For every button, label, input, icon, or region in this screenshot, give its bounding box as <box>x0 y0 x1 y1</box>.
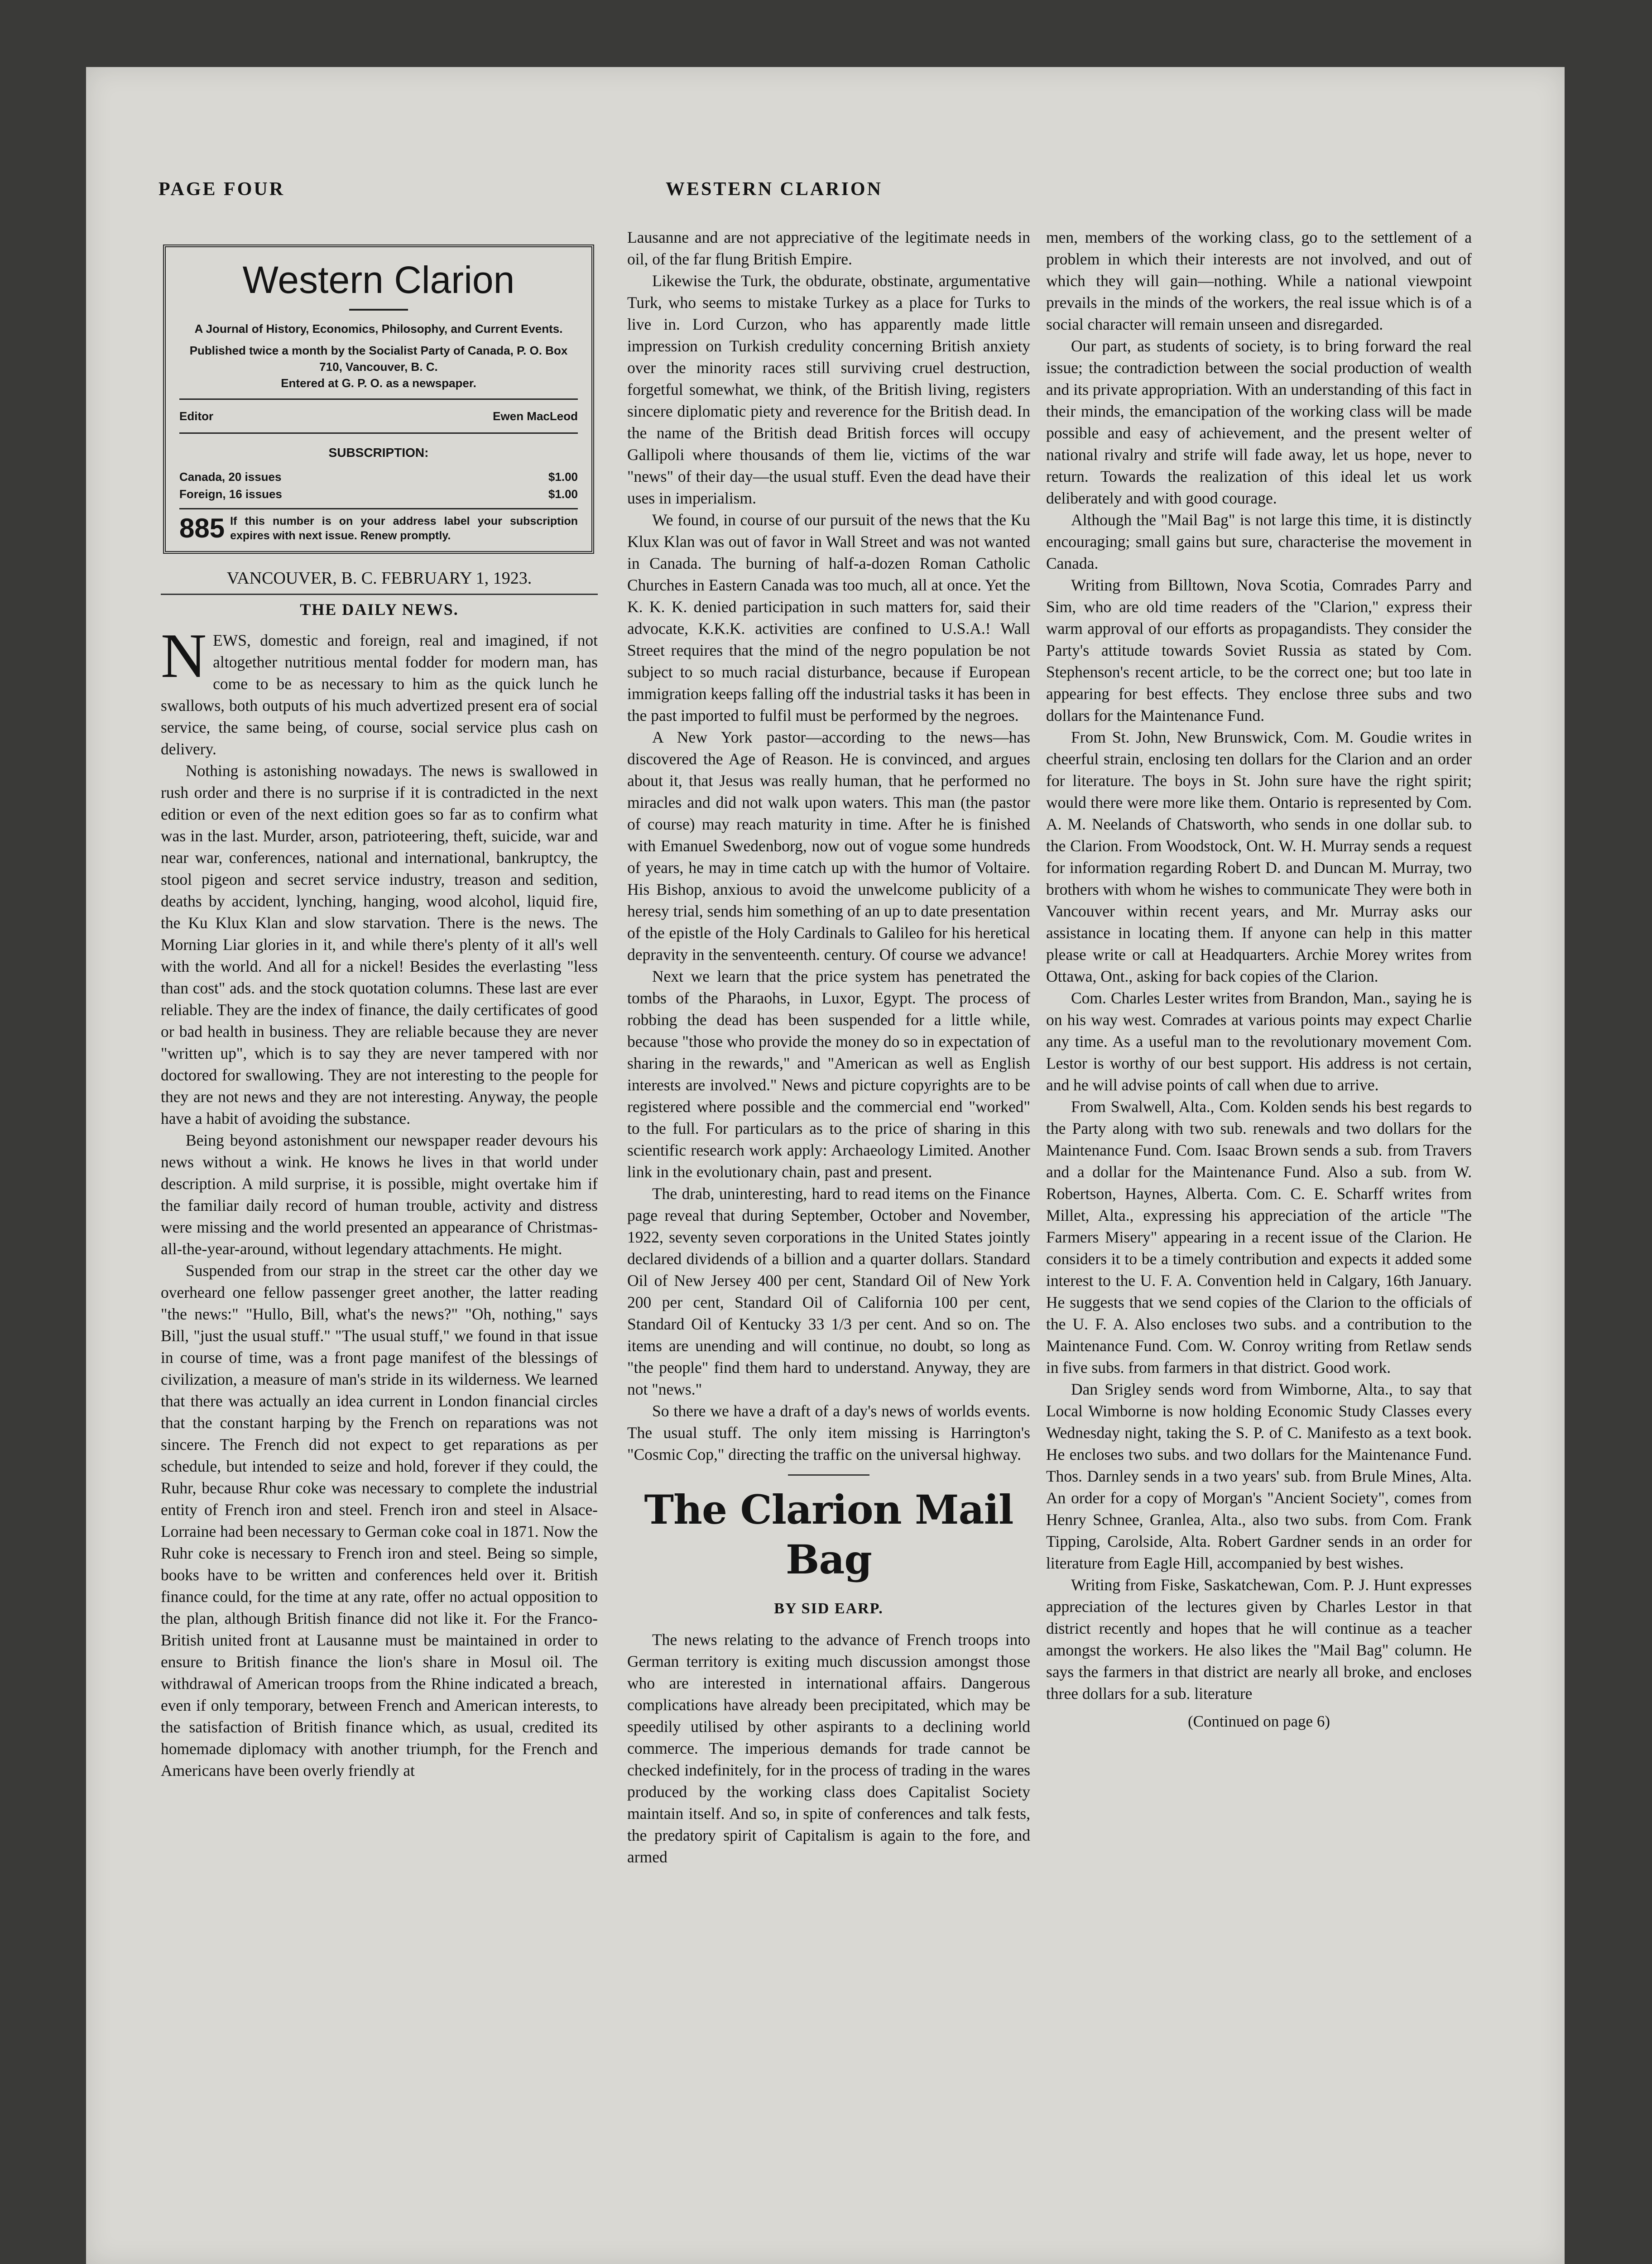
paragraph-text: EWS, domestic and foreign, real and imagined, if not altogether nutritious mental fodder for modern man, has come to be as necessary to him as the quick lunch he swallows, both outputs of his much advertized present era of social service, the same being, of course, social service plus cash on delivery. <box>161 631 598 758</box>
article-paragraph: Being beyond astonishment our newspaper reader devours his news without a wink. He knows he lives in that world under description. A mild surprise, it is possible, might overtake him if the familiar daily record of human trouble, activity and distress were missing and the world presented an appearance of Christmas-all-the-year-around, without legendary attachments. He might. <box>161 1131 598 1258</box>
article-paragraph: Next we learn that the price system has penetrated the tombs of the Pharaohs, in Luxor, Egypt. The process of robbing the dead has been suspended for a little while, because "those who provide the money do so in expectation of sharing in the rewards," and "American as well as English interests are involved." News and picture copyrights are to be registered where possible and the commercial end "worked" to the full. For particulars as to the price of sharing in this scientific research work apply: Archaeology Limited. Another link in the evolutionary chain, past and present. <box>627 967 1030 1181</box>
running-title: WESTERN CLARION <box>666 179 883 200</box>
rate-label: Foreign, 16 issues <box>179 487 282 501</box>
column-1 <box>161 226 598 1781</box>
editor-line <box>179 398 578 434</box>
article-paragraph: Writing from Fiske, Saskatchewan, Com. P. J. Hunt expresses appreciation of the lectures given by Charles Lestor in that district recently and hopes that he will continue as a teacher amongst the workers. He also likes the "Mail Bag" column. He says the farmers in that district are nearly all broke, and encloses three dollars for a sub. literature <box>1046 1576 1472 1703</box>
editor-name: Ewen MacLeod <box>493 409 578 423</box>
mailbag-title: The Clarion Mail Bag <box>644 1486 1013 1583</box>
rate-row <box>179 485 578 503</box>
article-body-daily-news <box>161 621 598 1781</box>
page-number-label: PAGE FOUR <box>158 179 285 200</box>
continued-note: (Continued on page 6) <box>1188 1712 1330 1730</box>
article-paragraph: So there we have a draft of a day's news of worlds events. The usual stuff. The only item missing is Harrington's "Cosmic Cop," directing the traffic on the universal highway. <box>627 1402 1030 1463</box>
dateline: VANCOUVER, B. C. FEBRUARY 1, 1923. <box>226 569 532 588</box>
article-paragraph: men, members of the working class, go to the settlement of a problem in which their interests are not involved, and out of which they will gain—nothing. While a national viewpoint prevails in the minds of the workers, the real issue which is of a social character will remain unseen and disregarded. <box>1046 228 1472 333</box>
masthead-tagline: A Journal of History, Economics, Philosophy, and Current Events. <box>194 322 563 336</box>
masthead-rule <box>349 309 408 311</box>
page-header <box>158 176 1404 203</box>
masthead-publisher: Published twice a month by the Socialist Party of Canada, P. O. Box 710, Vancouver, B. C. <box>189 344 568 374</box>
article-paragraph: From Swalwell, Alta., Com. Kolden sends his best regards to the Party along with two sub. renewals and two dollars for the Maintenance Fund. Com. Isaac Brown sends a sub. from Travers and a dollar for the Maintenance Fund. Also a sub. from W. Robertson, Haynes, Alberta. Com. C. E. Scharff writes from Millet, Alta., expressing his appreciation of the article "The Farmers Misery" appearing in a recent issue of the Clarion. He considers it to be a timely contribution and expects it added some interest to the U. F. A. Convention held in Calgary, 16th January. He suggests that we send copies of the Clarion to the officials of the U. F. A. Also encloses two subs. and a contribution to the Maintenance Fund. Com. W. Conroy writing from Retlaw sends in five subs. from farmers in that district. Good work. <box>1046 1098 1472 1377</box>
rate-row <box>179 468 578 485</box>
editor-label: Editor <box>179 409 214 423</box>
article-title-daily-news: THE DAILY NEWS. <box>161 594 598 620</box>
article-paragraph: Likewise the Turk, the obdurate, obstinate, argumentative Turk, who seems to mistake Turkey as a place for Turks to live in. Lord Curzon, who has apparently made little impression on Turkish credulity concerning British anxiety over the minority races still surviving cruel destruction, forgetful somewhat, we think, of the British living, registers sincere diplomatic piety and reverence for the British dead. In the name of the British dead British forces will occupy Gallipoli where thousands of them lie, victims of the war "news" of their day—the usual stuff. Even the dead have their uses in imperialism. <box>627 272 1030 507</box>
expiry-text: If this number is on your address label your subscription expires with next issue. Renew promptly. <box>230 515 578 542</box>
article-paragraph: Dan Srigley sends word from Wimborne, Alta., to say that Local Wimborne is now holding Economic Study Classes every Wednesday night, taking the S. P. of C. Manifesto as a text book. He encloses two subs. and two dollars for the Maintenance Fund. Thos. Darnley sends in a two years' sub. from Brule Mines, Alta. An order for a copy of Morgan's "Ancient Society", comes from Henry Schnee, Granlea, Alta., also two subs. from Com. Frank Tipping, Carolside, Alta. Robert Gardner sends in an order for literature from Eagle Hill, accompanied by best wishes. <box>1046 1380 1472 1572</box>
expiry-notice <box>179 508 578 543</box>
article-paragraph: Nothing is astonishing nowadays. The news is swallowed in rush order and there is no surprise if it is contradicted in the next edition or even of the next edition goes so far as to confirm what was in the last. Murder, arson, patrioteering, theft, suicide, war and near war, conferences, national and international, bankruptcy, the stool pigeon and secret service industry, treason and sedition, deaths by accident, lynching, hanging, wood alcohol, liquid fire, the Ku Klux Klan and slow starvation. There is the news. The Morning Liar glories in it, and while there's plenty of it all's well with the world. And all for a nickel! Besides the everlasting "less than cost" ads. and the stock quotation columns. These last are ever reliable. They are the index of finance, the daily certificates of good or bad health in business. They are reliable because they are never "written up", which is to say they are never tampered with nor doctored for swallowing. They are not interesting to the people for they are not news and they are not interesting. Anyway, the people have a habit of avoiding the substance. <box>161 762 598 1127</box>
article-paragraph: Although the "Mail Bag" is not large this time, it is distinctly encouraging; small gains but sure, characterise the movement in Canada. <box>1046 511 1472 572</box>
article-paragraph: The drab, uninteresting, hard to read items on the Finance page reveal that during September, October and November, 1922, seventy seven corporations in the United States jointly declared dividends of a billion and a quarter dollars. Standard Oil of New Jersey 400 per cent, Standard Oil of New York 200 per cent, Standard Oil of California 100 per cent, Standard Oil of Kentucky 33 1/3 per cent. And so on. The items are unending and will continue, no doubt, so long as "the people" find them hard to understand. Anyway, they are not "news." <box>627 1185 1030 1398</box>
masthead-title: Western Clarion <box>242 259 515 301</box>
subscription-heading: SUBSCRIPTION: <box>328 446 429 460</box>
column-2 <box>627 226 1030 1868</box>
article-paragraph: Com. Charles Lester writes from Brandon, Man., saying he is on his way west. Comrades at various points may expect Charlie any time. As a useful man to the revolutionary movement Com. Lestor is worthy of our best support. His address is not certain, and he will advise points of call when due to arrive. <box>1046 989 1472 1094</box>
column-3 <box>1046 226 1472 1732</box>
article-paragraph: Suspended from our strap in the street car the other day we overheard one fellow passenger greet another, the latter reading "the news:" "Hullo, Bill, what's the news?" "Oh, nothing," says Bill, "just the usual stuff." "The usual stuff," we found in that issue in course of time, was a front page manifest of the blessings of civilization, a measure of man's stride in its wilderness. We learned that there was actually an idea current in London financial circles that the constant harping by the French on reparations was not sincere. The French did not expect to get reparations as per schedule, but intended to seize and hold, forever if they could, the Ruhr, because Rhur coke was necessary to complete the industrial entity of French iron and steel. French iron and steel in Alsace-Lorraine had been necessary to German coke coal in 1871. Now the Ruhr coke is necessary to French iron and steel. Being so simple, books have to be written and conferences held over it. British finance could, for the time at any rate, offer no actual opposition to the plan, although British finance did not like it. For the Franco-British united front at Lausanne must be maintained in order to ensure to British finance the lion's share in Mosul oil. The withdrawal of American troops from the Rhine indicated a breach, even if only temporary, between French and American interests, to the satisfaction of British finance which, as usual, credited its homemade diplomacy with another triumph, for the French and Americans have been overly friendly at <box>161 1262 598 1780</box>
expiry-number: 885 <box>179 513 225 543</box>
article-paragraph: Writing from Billtown, Nova Scotia, Comrades Parry and Sim, who are old time readers of the "Clarion," express their warm approval of our efforts as propagandists. They consider the Party's attitude towards Soviet Russia as stated by Com. Stephenson's recent article, to be the correct one; but too late in appearing for best effects. They enclose three subs and two dollars for the Maintenance Fund. <box>1046 576 1472 724</box>
section-divider <box>788 1474 869 1476</box>
rate-label: Canada, 20 issues <box>179 470 282 484</box>
article-paragraph <box>161 621 598 760</box>
drop-cap: N <box>161 621 207 691</box>
article-paragraph: We found, in course of our pursuit of the news that the Ku Klux Klan was out of favor in Wall Street and was not wanted in Canada. The burning of half-a-dozen Roman Catholic Churches in Eastern Canada was too much, all at once. Yet the K. K. K. denied participation in such matters for, said their advocate, K.K.K. activities are confined to U.S.A.! Wall Street requires that the mind of the negro population be not subject to so much racial disturbance, because if European immigration keeps falling off the industrial tasks it has been in the past imported to fulfil must be performed by the negroes. <box>627 511 1030 724</box>
article-paragraph: The news relating to the advance of French troops into German territory is exiting much discussion amongst those who are interested in international affairs. Dangerous complications have already been precipitated, which may be speedily utilised by other aspirants to a declining world commerce. The imperious demands for trade cannot be checked indefinitely, for in the process of trading in the wares produced by the working class does Capitalist Society maintain itself. And so, in spite of conferences and talk fests, the predatory spirit of Capitalism is again to the fore, and armed <box>627 1631 1030 1866</box>
mailbag-byline: BY SID EARP. <box>774 1600 884 1617</box>
article-paragraph: A New York pastor—according to the news—has discovered the Age of Reason. He is convinced, and argues about it, that Jesus was really human, that he performed no miracles and did not walk upon waters. This man (the pastor of course) may reach maturity in time. After he is finished with Emanuel Swedenborg, now out of vogue some hundreds of years, he may in time catch up with the humor of Voltaire. His Bishop, anxious to avoid the unwelcome publicity of a heresy trial, sends him something of an up to date presentation of the epistle of the Holy Cardinals to Galileo for his heretical depravity in the senventeenth. century. Of course we advance! <box>627 728 1030 964</box>
article-paragraph: Lausanne and are not appreciative of the legitimate needs in oil, of the far flung British Empire. <box>627 228 1030 268</box>
article-paragraph: From St. John, New Brunswick, Com. M. Goudie writes in cheerful strain, enclosing ten dollars for the Clarion and an order for literature. The boys in St. John sure have the right spirit; would there were more like them. Ontario is represented by Com. A. M. Neelands of Chatsworth, who sends in one dollar sub. to the Clarion. From Woodstock, Ont. W. H. Murray sends a request for information regarding Robert D. and Duncan M. Murray, two brothers with whom he wishes to communicate They were both in Vancouver within recent years, and Mr. Murray asks our assistance in locating them. If anyone can help in this matter please write or call at Headquarters. Archie Morey writes from Ottawa, Ont., asking for back copies of the Clarion. <box>1046 728 1472 985</box>
rate-price: $1.00 <box>548 487 578 501</box>
rate-price: $1.00 <box>548 470 578 484</box>
masthead-entered: Entered at G. P. O. as a newspaper. <box>281 376 476 390</box>
masthead-box <box>163 245 594 554</box>
article-paragraph: Our part, as students of society, is to bring forward the real issue; the contradiction between the social production of wealth and its private appropriation. With an understanding of this fact in their minds, the emancipation of the working class will be made possible and easy of achievement, and the present welter of national rivalry and strife will fade away, let us hope, never to return. Towards the realization of this ideal let us work deliberately and with good courage. <box>1046 337 1472 507</box>
